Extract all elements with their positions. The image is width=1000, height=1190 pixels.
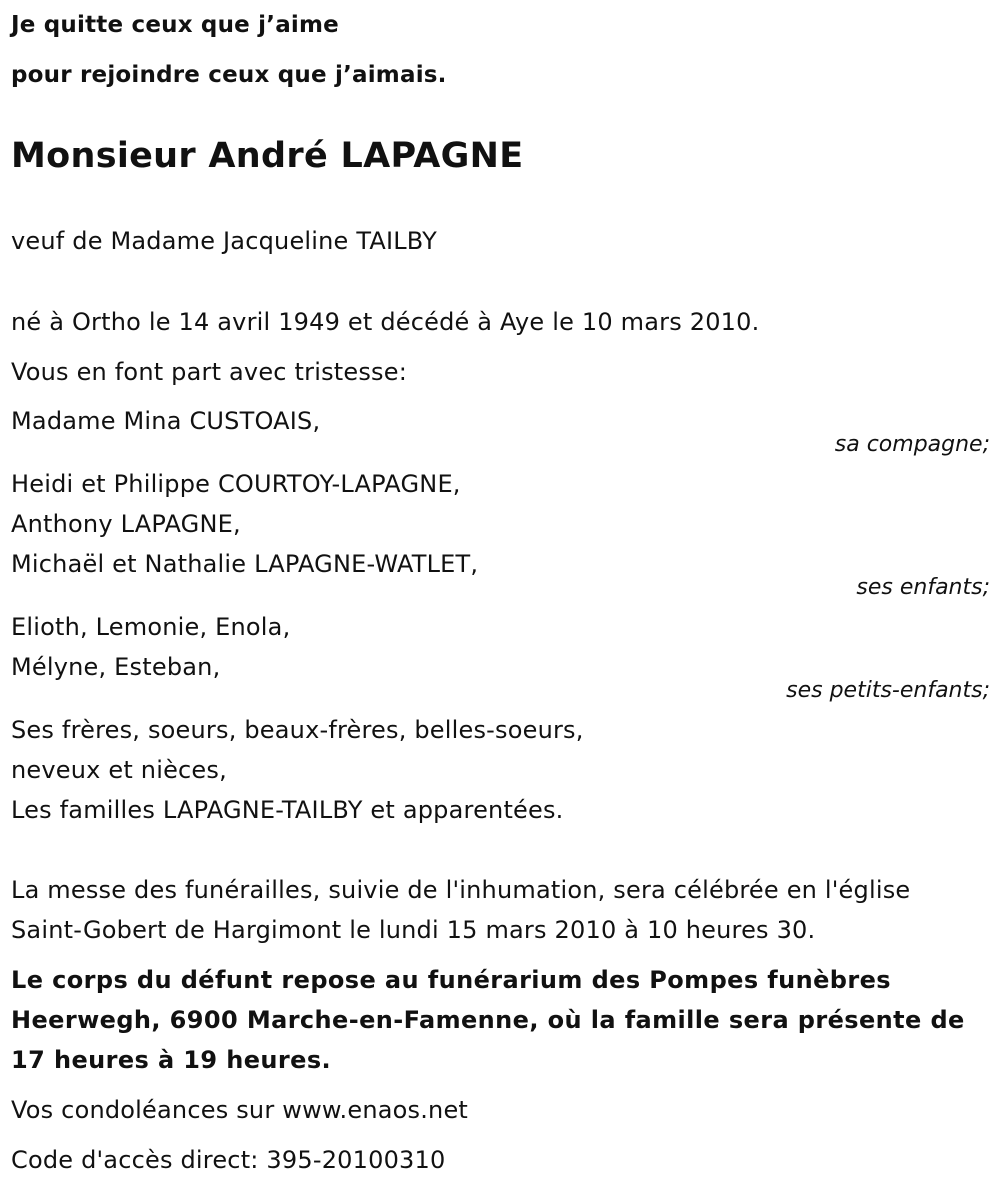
grandchild-line: Mélyne, Esteban, bbox=[11, 653, 221, 681]
quote-line-2: pour rejoindre ceux que j’aimais. bbox=[11, 62, 447, 88]
quote-line-1: Je quitte ceux que j’aime bbox=[11, 12, 339, 38]
partner-relation: sa compagne; bbox=[834, 432, 990, 457]
birth-death-line: né à Ortho le 14 avril 1949 et décédé à Aye le 10 mars 2010. bbox=[11, 308, 760, 336]
other-family-line: Ses frères, soeurs, beaux-frères, belles-soeurs, bbox=[11, 716, 584, 744]
announcement-line: Vous en font part avec tristesse: bbox=[11, 358, 408, 386]
child-line: Anthony LAPAGNE, bbox=[11, 510, 241, 538]
viewing-line: Le corps du défunt repose au funérarium des Pompes funèbres bbox=[11, 966, 891, 994]
child-line: Heidi et Philippe COURTOY-LAPAGNE, bbox=[11, 470, 461, 498]
access-code-line: Code d'accès direct: 395-20100310 bbox=[11, 1146, 446, 1174]
deceased-name: Monsieur André LAPAGNE bbox=[11, 136, 524, 176]
partner-name: Madame Mina CUSTOAIS, bbox=[11, 407, 321, 435]
other-family-line: neveux et nièces, bbox=[11, 756, 227, 784]
condolences-line: Vos condoléances sur www.enaos.net bbox=[11, 1096, 469, 1124]
grandchild-line: Elioth, Lemonie, Enola, bbox=[11, 613, 291, 641]
viewing-line: Heerwegh, 6900 Marche-en-Famenne, où la famille sera présente de bbox=[11, 1006, 965, 1034]
child-line: Michaël et Nathalie LAPAGNE-WATLET, bbox=[11, 550, 479, 578]
grandchildren-relation: ses petits-enfants; bbox=[786, 678, 990, 703]
other-family-line: Les familles LAPAGNE-TAILBY et apparentées. bbox=[11, 796, 564, 824]
widower-line: veuf de Madame Jacqueline TAILBY bbox=[11, 227, 438, 255]
ceremony-line: La messe des funérailles, suivie de l'inhumation, sera célébrée en l'église bbox=[11, 876, 911, 904]
ceremony-line: Saint-Gobert de Hargimont le lundi 15 mars 2010 à 10 heures 30. bbox=[11, 916, 816, 944]
viewing-line: 17 heures à 19 heures. bbox=[11, 1046, 332, 1074]
children-relation: ses enfants; bbox=[856, 575, 990, 600]
